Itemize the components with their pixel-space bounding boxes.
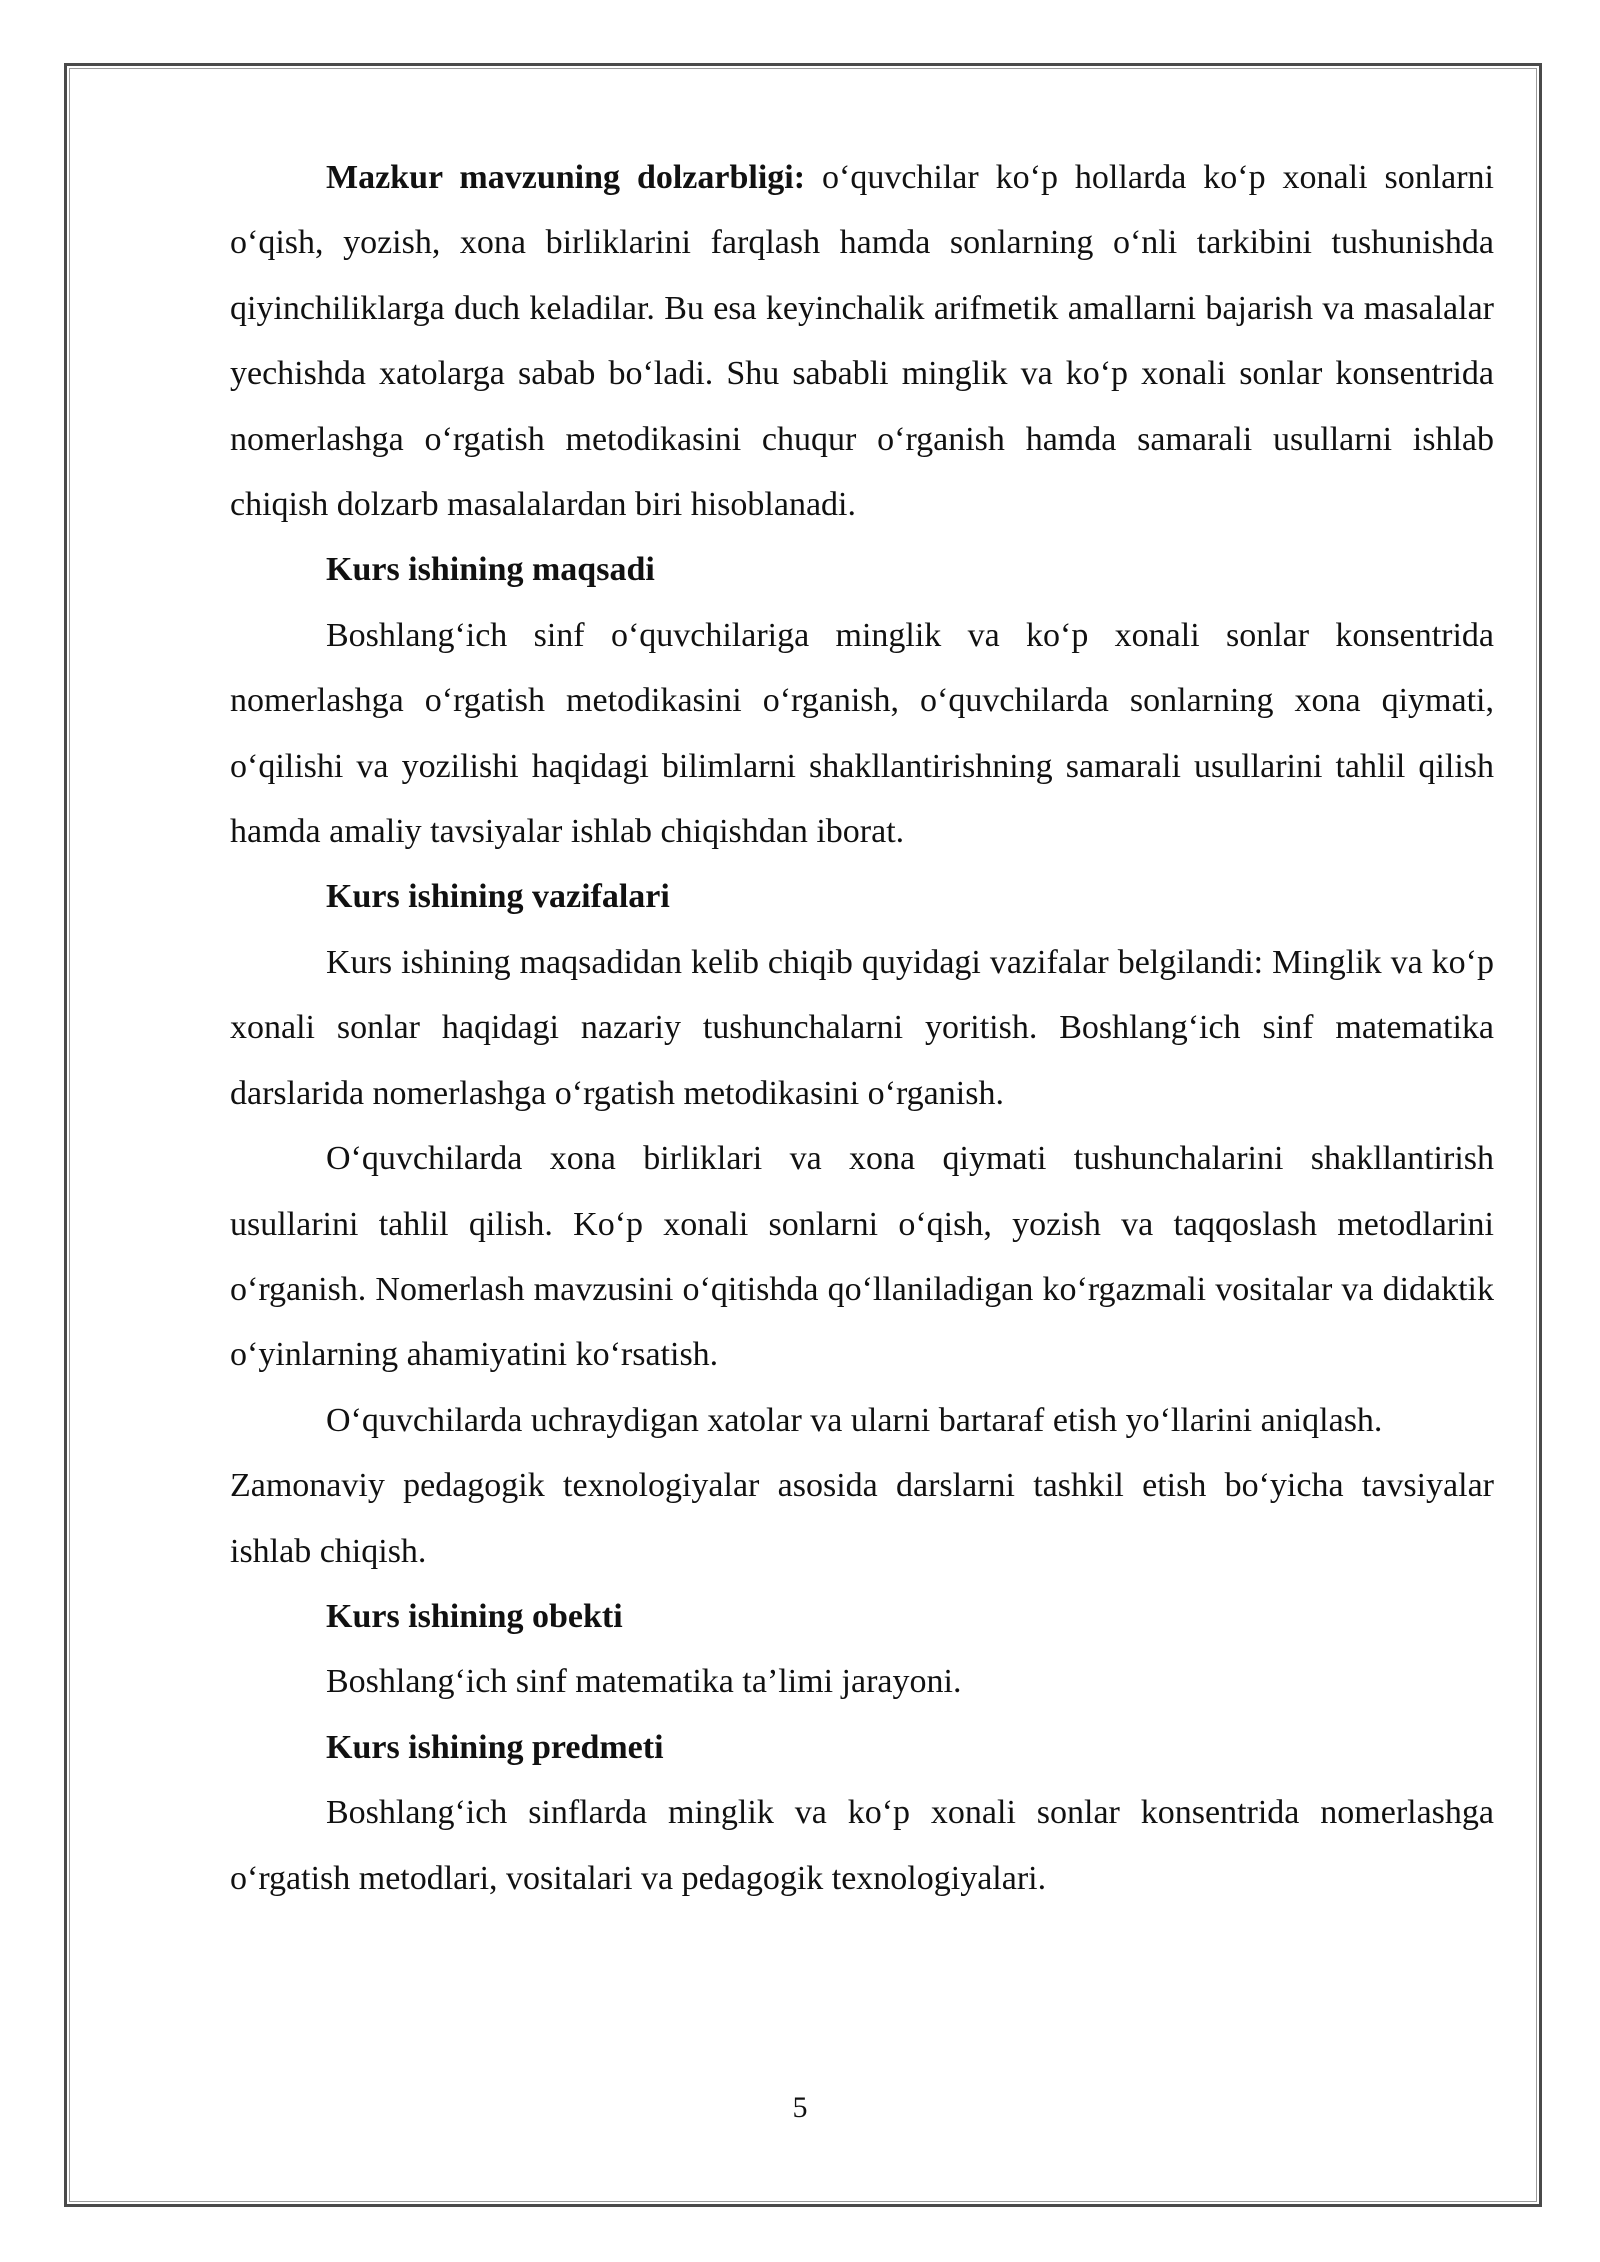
subject-heading: Kurs ishining predmeti (326, 1728, 664, 1766)
goal-heading: Kurs ishining maqsadi (326, 551, 655, 589)
object-paragraph: Boshlang‘ich sinf matematika ta’limi jarayoni. (326, 1663, 962, 1701)
object-heading: Kurs ishining obekti (326, 1597, 623, 1635)
tasks-heading: Kurs ishining vazifalari (326, 878, 670, 916)
tasks-paragraph-2: O‘quvchilarda xona birliklari va xona qiymati tushunchalarini shakllantirish usullarini tahlil qilish. Ko‘p xonali sonlarni o‘qish, yozish va taqqoslash metodlarini o‘rganish. Nomerlash mavzusini o‘qitishda qo‘llaniladigan ko‘rgazmali vositalar va didaktik o‘yinlarning ahamiyatini ko‘rsatish. (230, 1140, 1494, 1374)
document-body (230, 145, 1494, 1911)
tasks-paragraph-1: Kurs ishining maqsadidan kelib chiqib quyidagi vazifalar belgilandi: Minglik va ko‘p xonali sonlar haqidagi nazariy tushunchalarni yoritish. Boshlang‘ich sinf matematika darslarida nomerlashga o‘rgatish metodikasini o‘rganish. (230, 943, 1494, 1112)
relevance-paragraph (230, 145, 1494, 537)
goal-paragraph: Boshlang‘ich sinf o‘quvchilariga minglik va ko‘p xonali sonlar konsentrida nomerlashga o‘rgatish metodikasini o‘rganish, o‘quvchilarda sonlarning xona qiymati, o‘qilishi va yozilishi haqidagi bilimlarni shakllantirishning samarali usullarini tahlil qilish hamda amaliy tavsiyalar ishlab chiqishdan iborat. (230, 616, 1494, 851)
relevance-lead: Mazkur mavzuning dolzarbligi: (326, 159, 806, 196)
relevance-text: o‘quvchilar ko‘p hollarda ko‘p xonali sonlarni o‘qish, yozish, xona birliklarini farqlash hamda sonlarning o‘nli tarkibini tushunishda qiyinchiliklarga duch keladilar. Bu esa keyinchalik arifmetik amallarni bajarish va masalalar yechishda xatolarga sabab bo‘ladi. Shu sababli minglik va ko‘p xonali sonlar konsentrida nomerlashga o‘rgatish metodikasini chuqur o‘rganish hamda samarali usullarni ishlab chiqish dolzarb masalalardan biri hisoblanadi. (230, 159, 1495, 524)
page-number: 5 (792, 2091, 808, 2124)
tasks-paragraph-4: Zamonaviy pedagogik texnologiyalar asosida darslarni tashkil etish bo‘yicha tavsiyalar ishlab chiqish. (230, 1467, 1494, 1570)
subject-paragraph: Boshlang‘ich sinflarda minglik va ko‘p xonali sonlar konsentrida nomerlashga o‘rgatish metodlari, vositalari va pedagogik texnologiyalari. (230, 1794, 1494, 1897)
tasks-paragraph-3: O‘quvchilarda uchraydigan xatolar va ularni bartaraf etish yo‘llarini aniqlash. (326, 1401, 1383, 1439)
